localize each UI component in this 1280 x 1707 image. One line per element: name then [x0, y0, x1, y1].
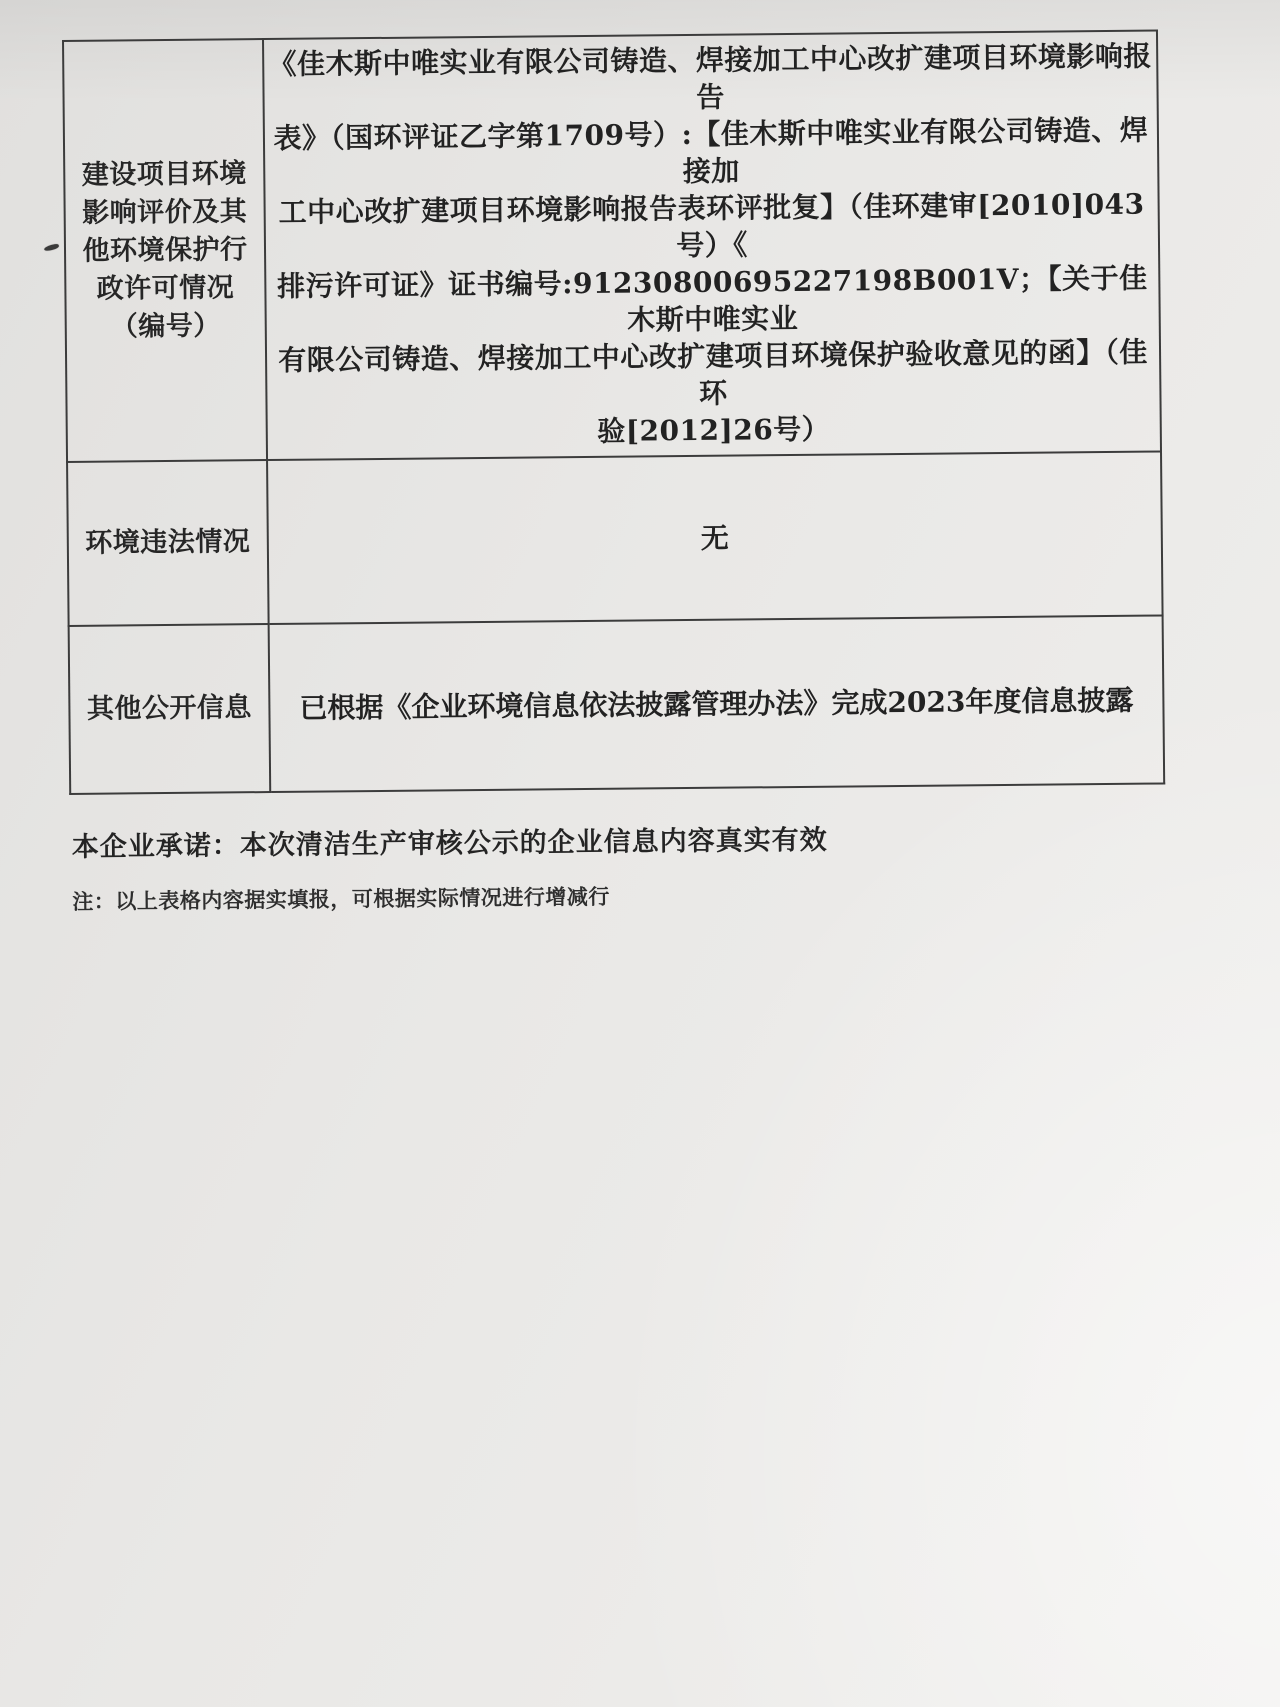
- label-line: 环境违法情况: [85, 526, 251, 559]
- row-value-env-violation: [267, 451, 1163, 624]
- enterprise-commitment-statement: 本企业承诺：本次清洁生产审核公示的企业信息内容真实有效: [71, 824, 828, 863]
- value-line: 《佳木斯中唯实业有限公司铸造、焊接加工中心改扩建项目环境影响报告: [268, 39, 1153, 114]
- document-content: [62, 29, 1168, 915]
- value-line: 已根据《企业环境信息依法披露管理办法》完成2023年度信息披露: [299, 683, 1134, 725]
- footnote: 注：以上表格内容据实填报，可根据实际情况进行增减行: [72, 883, 610, 914]
- value-line: 验[2012]26号）: [597, 412, 831, 448]
- value-line: 排污许可证》证书编号:91230800695227198B001V；【关于佳木斯中唯实业: [277, 261, 1148, 337]
- row-label-other-public-info: [69, 624, 271, 794]
- row-label-env-impact-permit: [63, 39, 267, 462]
- table-row: [67, 451, 1163, 625]
- table-row: [69, 615, 1165, 793]
- disclosure-table: [62, 29, 1165, 794]
- row-value-env-impact-permit: [263, 30, 1161, 460]
- label-line: 政许可情况: [96, 271, 235, 305]
- stray-ink-mark: [44, 243, 60, 251]
- label-line: 其他公开信息: [86, 692, 253, 725]
- value-line: 工中心改扩建项目环境影响报告表环评批复】（佳环建审[2010]043号）《: [278, 187, 1145, 263]
- row-value-other-public-info: [269, 615, 1165, 792]
- value-line: 有限公司铸造、焊接加工中心改扩建项目环境保护验收意见的函】（佳环: [278, 335, 1148, 410]
- label-line: （编号）: [110, 309, 221, 343]
- value-line: 表》（国环评证乙字第1709号）:【佳木斯中唯实业有限公司铸造、焊接加: [273, 113, 1149, 189]
- label-line: 建设项目环境: [81, 157, 247, 191]
- label-line: 他环境保护行: [82, 233, 248, 267]
- table-row: [63, 30, 1161, 461]
- row-label-env-violation: [67, 460, 269, 626]
- value-line: 无: [700, 521, 729, 555]
- label-line: 影响评价及其: [82, 195, 248, 229]
